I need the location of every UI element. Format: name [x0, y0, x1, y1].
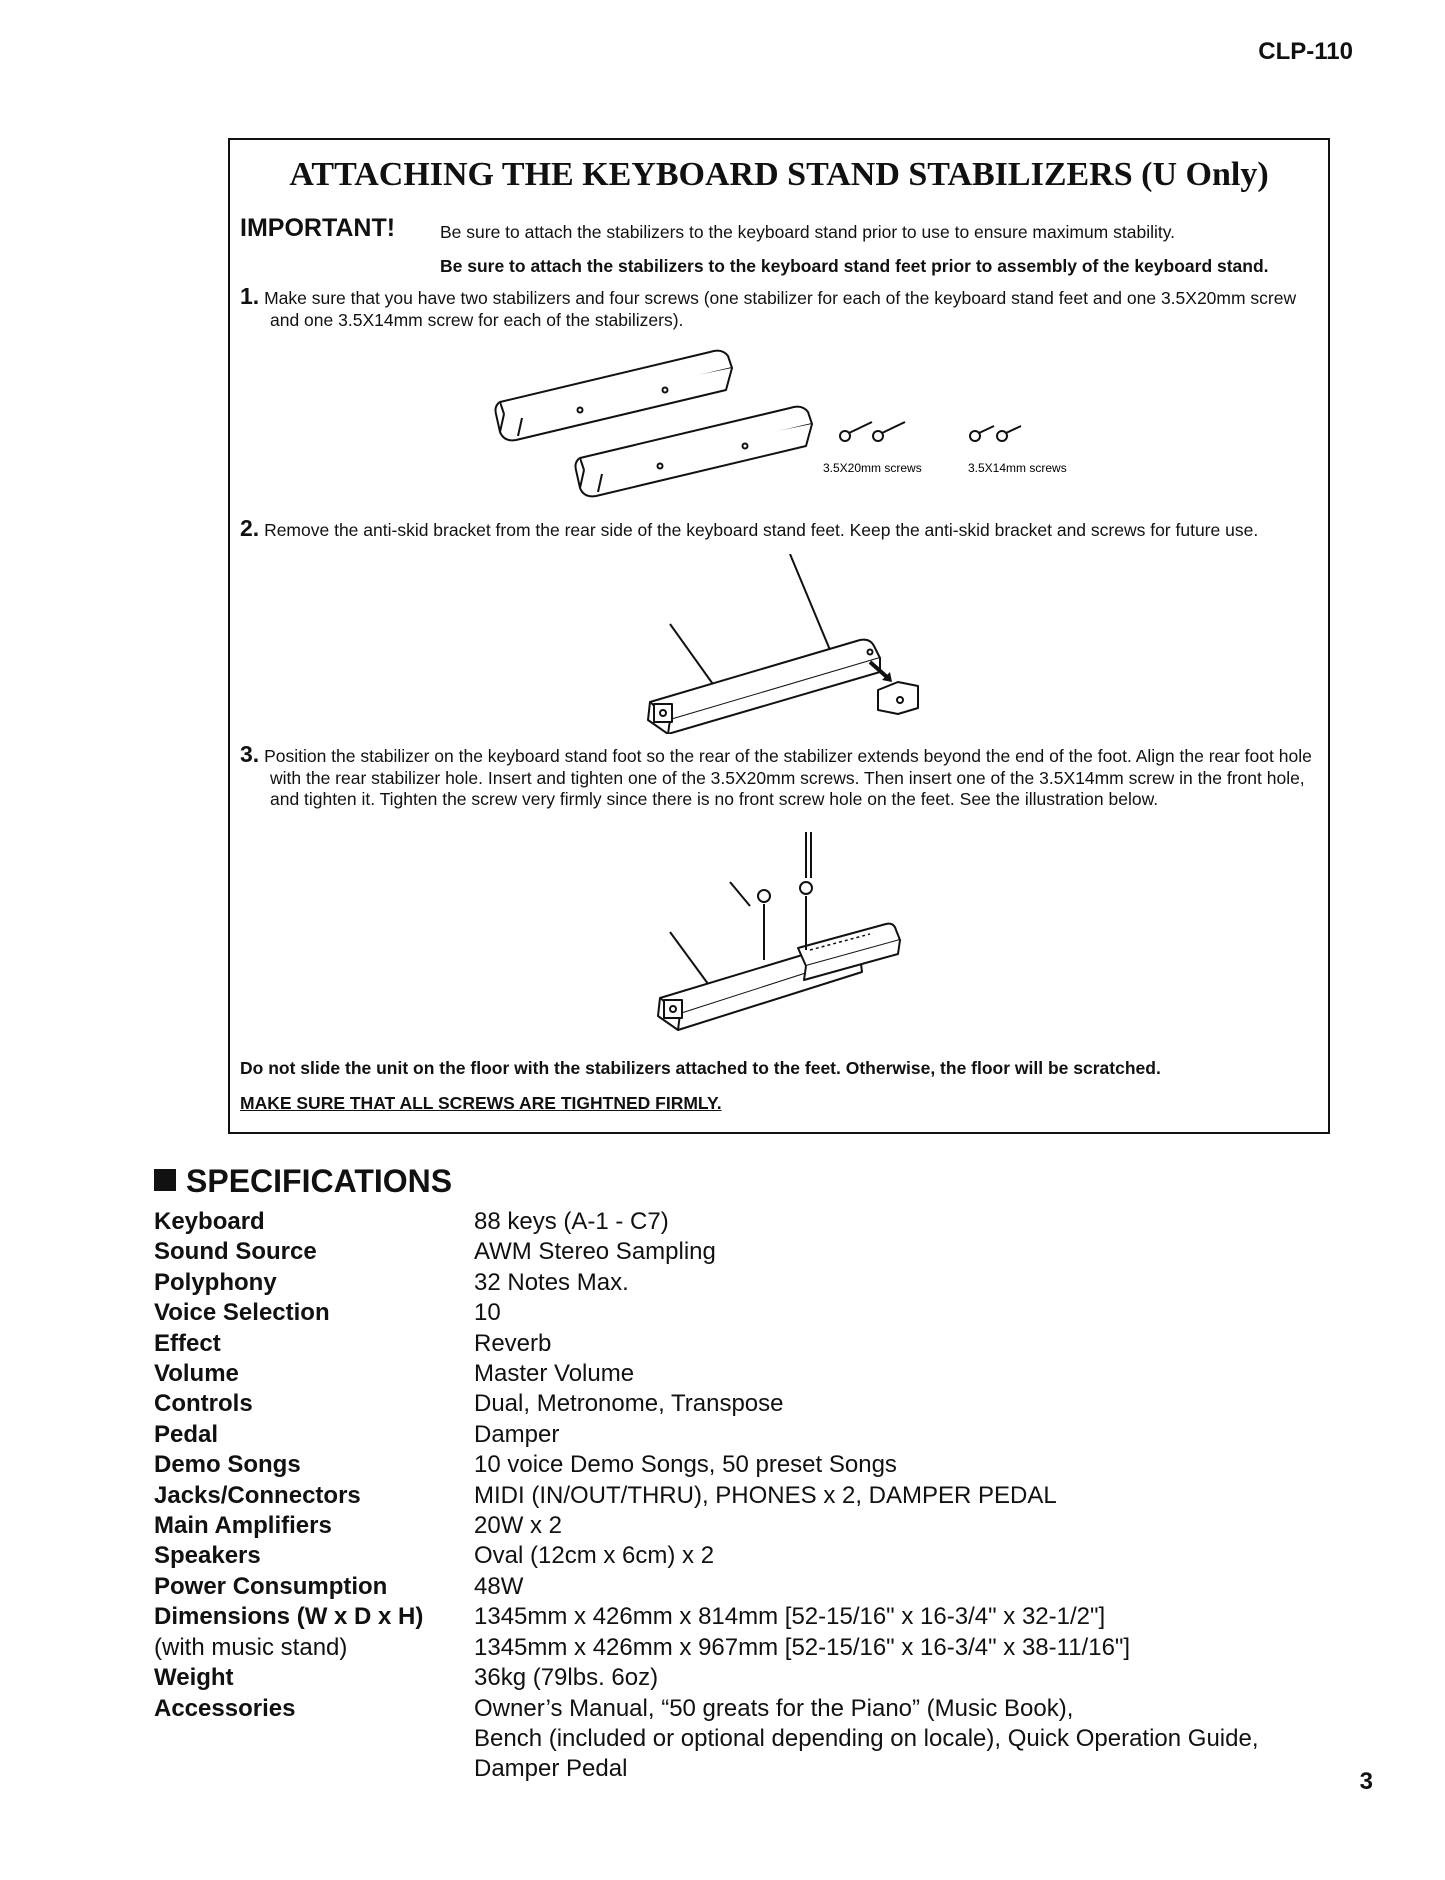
spec-value: 1345mm x 426mm x 967mm [52-15/16" x 16-3/4" x 38-11/16"]: [474, 1633, 1131, 1661]
step-2: [240, 515, 1320, 542]
spec-row: [154, 1359, 1334, 1389]
spec-label: Jacks/Connectors: [154, 1481, 361, 1509]
step-text: Make sure that you have two stabilizers and four screws (one stabilizer for each of the keyboard stand feet and one 3.5X20mm screw and one 3.5X14mm screw for each of the stabilizers).: [264, 288, 1297, 330]
specifications-heading: SPECIFICATIONS: [154, 1163, 452, 1200]
spec-label: Polyphony: [154, 1268, 277, 1296]
spec-value: 1345mm x 426mm x 814mm [52-15/16" x 16-3/4" x 32-1/2"]: [474, 1603, 1106, 1631]
step-1: [240, 283, 1320, 331]
stabilizer-instructions-box: [228, 138, 1330, 1134]
spec-label: Voice Selection: [154, 1299, 330, 1327]
spec-value: 48W: [474, 1572, 524, 1600]
spec-row: [154, 1663, 1334, 1693]
spec-row: [154, 1572, 1334, 1602]
spec-value: Damper: [474, 1420, 560, 1448]
spec-value: Bench (included or optional depending on locale), Quick Operation Guide,: [474, 1724, 1259, 1752]
step-number: 1.: [240, 283, 260, 309]
important-note-2: Be sure to attach the stabilizers to the keyboard stand feet prior to assembly of the keyboard stand.: [440, 256, 1269, 276]
spec-row: [154, 1329, 1334, 1359]
spec-value: 36kg (79lbs. 6oz): [474, 1664, 659, 1692]
spec-label: Volume: [154, 1360, 239, 1388]
spec-label: Dimensions (W x D x H): [154, 1603, 424, 1631]
spec-row: [154, 1602, 1334, 1632]
spec-row: [154, 1754, 1334, 1784]
spec-value: Reverb: [474, 1329, 552, 1357]
spec-value: 20W x 2: [474, 1512, 563, 1540]
stabilizers-and-screws-illustration: [490, 340, 1070, 500]
step-3: [240, 741, 1320, 811]
remove-bracket-illustration: [630, 554, 950, 734]
spec-row: [154, 1724, 1334, 1754]
spec-row: [154, 1298, 1334, 1328]
spec-label: Keyboard: [154, 1208, 265, 1235]
box-title: ATTACHING THE KEYBOARD STAND STABILIZERS (U Only): [289, 156, 1269, 193]
spec-label: Speakers: [154, 1542, 261, 1570]
floor-warning: Do not slide the unit on the floor with the stabilizers attached to the feet. Otherwise, the floor will be scratched.: [240, 1058, 1161, 1078]
spec-label: Controls: [154, 1390, 253, 1418]
spec-value: Damper Pedal: [474, 1755, 628, 1783]
spec-row: [154, 1420, 1334, 1450]
spec-value: 10: [474, 1299, 501, 1327]
spec-value: 88 keys (A-1 - C7): [474, 1208, 669, 1235]
spec-label: Weight: [154, 1664, 234, 1692]
spec-row: [154, 1450, 1334, 1480]
spec-row: [154, 1633, 1334, 1663]
spec-row: [154, 1207, 1334, 1237]
tighten-screws-note: MAKE SURE THAT ALL SCREWS ARE TIGHTNED FIRMLY.: [240, 1093, 722, 1113]
spec-value: 10 voice Demo Songs, 50 preset Songs: [474, 1451, 897, 1479]
spec-value: MIDI (IN/OUT/THRU), PHONES x 2, DAMPER PEDAL: [474, 1481, 1057, 1509]
spec-value: AWM Stereo Sampling: [474, 1238, 716, 1266]
step-text: Remove the anti-skid bracket from the rear side of the keyboard stand feet. Keep the anti-skid bracket and screws for future use.: [264, 520, 1259, 540]
important-note-1: Be sure to attach the stabilizers to the keyboard stand prior to use to ensure maximum stability.: [440, 222, 1176, 242]
spec-label: Power Consumption: [154, 1572, 388, 1600]
spec-value: 32 Notes Max.: [474, 1268, 629, 1296]
spec-label: Demo Songs: [154, 1451, 301, 1479]
caption-20mm-screws: 3.5X20mm screws: [823, 461, 922, 475]
spec-value: Master Volume: [474, 1360, 635, 1388]
spec-label: Accessories: [154, 1694, 296, 1722]
step-number: 2.: [240, 515, 260, 541]
caption-14mm-screws: 3.5X14mm screws: [968, 461, 1067, 475]
spec-row: [154, 1389, 1334, 1419]
attach-stabilizer-illustration: [630, 832, 950, 1032]
spec-value: Dual, Metronome, Transpose: [474, 1390, 784, 1418]
important-label: IMPORTANT!: [240, 214, 396, 242]
page-number: 3: [1359, 1768, 1373, 1795]
square-bullet-icon: [154, 1169, 176, 1191]
spec-row: [154, 1511, 1334, 1541]
spec-value: Owner’s Manual, “50 greats for the Piano” (Music Book),: [474, 1694, 1074, 1722]
spec-label: Pedal: [154, 1420, 219, 1448]
spec-row: [154, 1541, 1334, 1571]
spec-label: [154, 1754, 474, 1784]
spec-row: [154, 1694, 1334, 1724]
spec-row: [154, 1268, 1334, 1298]
spec-label: Effect: [154, 1329, 221, 1357]
spec-label: Main Amplifiers: [154, 1512, 332, 1540]
spec-label: (with music stand): [154, 1633, 348, 1661]
spec-label: Sound Source: [154, 1238, 317, 1266]
step-text: Position the stabilizer on the keyboard stand foot so the rear of the stabilizer extends beyond the end of the foot. Align the rear foot hole with the rear stabilizer hole. Insert and tighten one of the 3.5X20mm screws. Then insert one of the 3.5X14mm screw in the front hole, and tighten it. Tighten the screw very firmly since there is no front screw hole on the feet. See the illustration below.: [264, 746, 1312, 809]
specifications-table: [154, 1207, 1334, 1785]
spec-row: [154, 1481, 1334, 1511]
spec-label: [154, 1724, 474, 1754]
step-number: 3.: [240, 741, 260, 767]
model-number: CLP-110: [1258, 38, 1353, 65]
spec-value: Oval (12cm x 6cm) x 2: [474, 1542, 715, 1570]
spec-row: [154, 1237, 1334, 1267]
